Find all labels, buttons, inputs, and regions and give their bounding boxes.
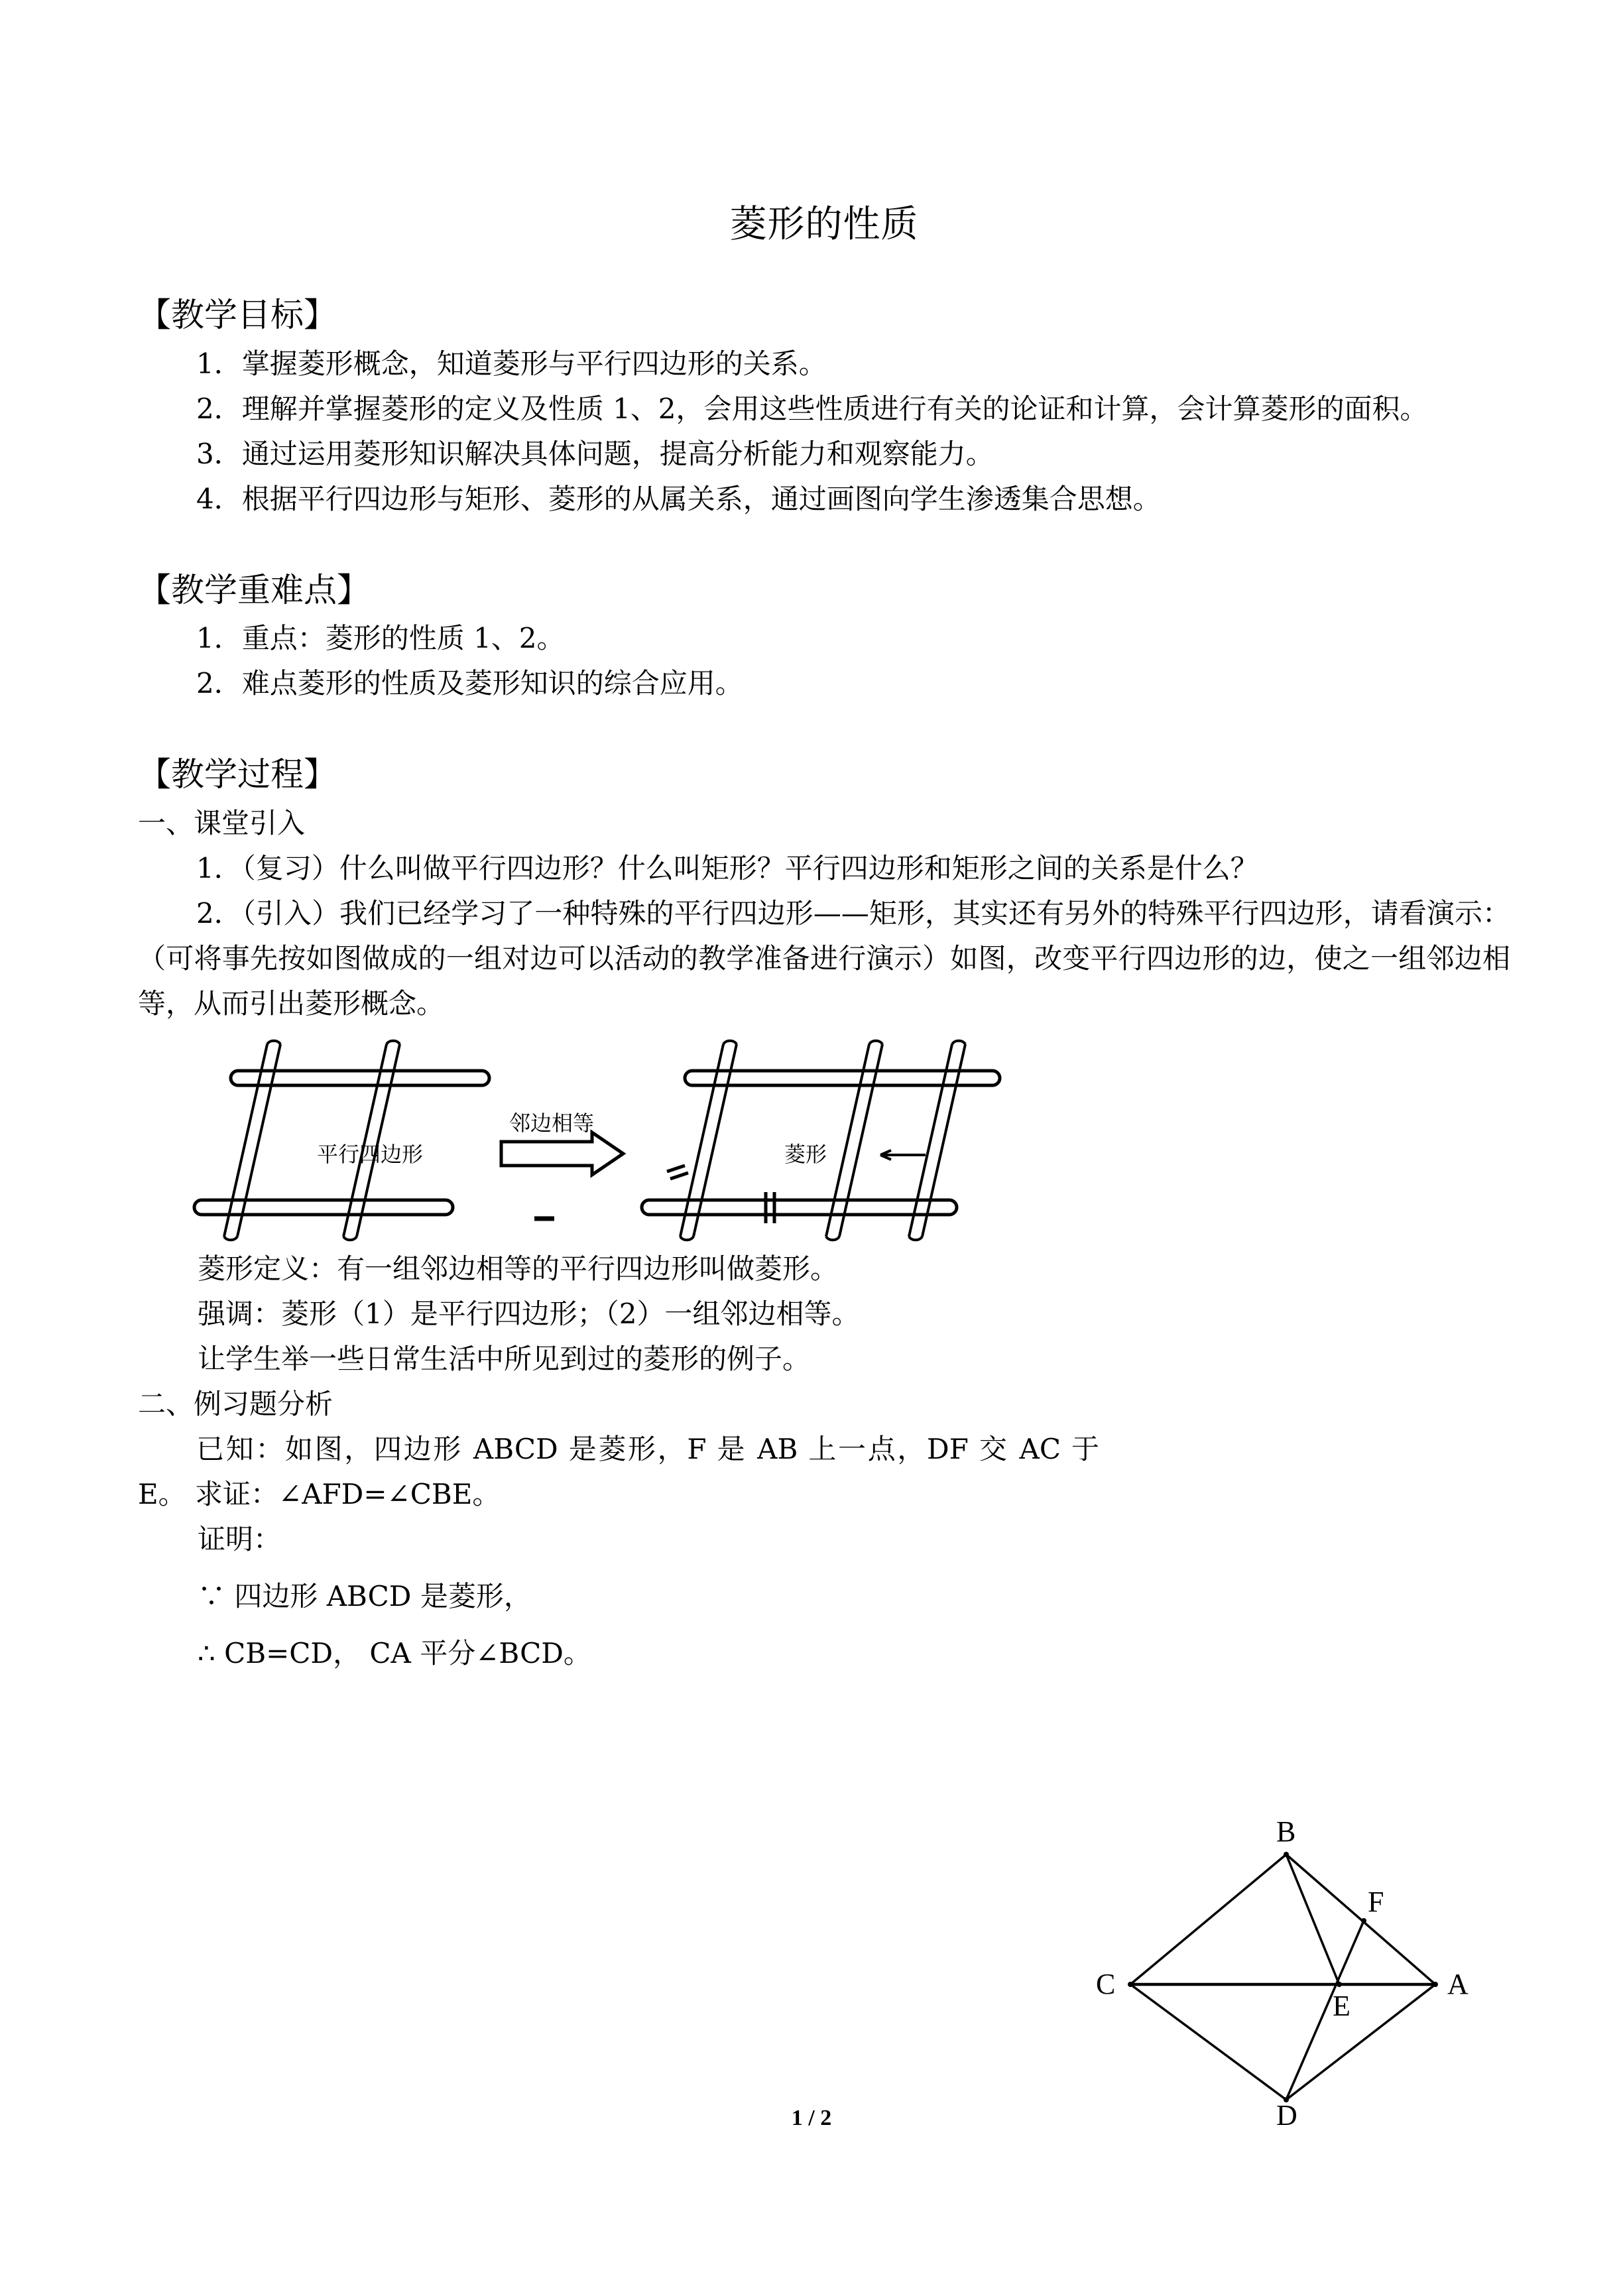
figure-motion-arrow [880,1150,926,1160]
vertex-label-F: F [1368,1886,1384,1918]
objective-item-1: 1．掌握菱形概念，知道菱形与平行四边形的关系。 [196,347,827,380]
process-item-1: 1．（复习）什么叫做平行四边形？什么叫矩形？平行四边形和矩形之间的关系是什么？ [196,851,1258,884]
vertex-dots [1128,1852,1438,2102]
figure-label-rhombus: 菱形 [784,1142,827,1168]
segment-BA [1286,1854,1435,1984]
tick-mark-base [766,1192,774,1223]
figure-label-parallelogram: 平行四边形 [317,1142,424,1168]
process-part2-heading: 二、例习题分析 [138,1388,333,1421]
figure-rhombus-abcd [1057,1813,1482,2132]
segment-CB [1130,1854,1286,1984]
proof-line-2: ∴ CB=CD， CA 平分∠BCD。 [198,1637,591,1670]
segment-AD [1286,1984,1435,2100]
tick-mark-side [667,1166,688,1179]
page-footer: 1 / 2 [791,2106,832,2130]
spacer [138,1562,1099,1574]
figure-parallelogram-to-rhombus-wrap [138,1041,1510,1240]
figure-parallelogram-to-rhombus [217,1041,1132,1240]
vertex-label-E: E [1333,1990,1351,2022]
bar-left-top [231,1071,489,1085]
process-item-2: 2．（引入）我们已经学习了一种特殊的平行四边形——矩形，其实还有另外的特殊平行四边形，请看演示：（可将事先按如图做成的一组对边可以活动的教学准备进行演示）如图，改变平行四边形的边，使之一组邻边相等，从而引出菱形概念。 [138,896,1510,1020]
document-body [138,0,1510,1676]
vertex-label-D: D [1276,2099,1297,2132]
page-title: 菱形的性质 [729,203,919,246]
figure-arrow-label: 邻边相等 [509,1111,595,1136]
proof-line-1: ∵ 四边形 ABCD 是菱形， [198,1580,532,1613]
keypoint-item-1: 1．重点：菱形的性质 1、2。 [196,622,565,655]
segment-BE [1286,1854,1339,1984]
section-heading-process: 【教学过程】 [138,755,337,794]
vertex-label-C: C [1096,1968,1116,2000]
rhombus-emphasis: 强调：菱形（1）是平行四边形；（2）一组邻边相等。 [198,1298,860,1331]
rhombus-examples-prompt: 让学生举一些日常生活中所见到过的菱形的例子。 [198,1343,811,1376]
vertex-label-A: A [1447,1968,1469,2000]
vertex-label-B: B [1276,1815,1296,1848]
example-given: 已知：如图，四边形 ABCD 是菱形，F 是 AB 上一点，DF 交 AC 于 E。 求证：∠AFD=∠CBE。 [138,1433,1099,1511]
section-heading-keypoints: 【教学重难点】 [138,570,370,609]
spacer [138,1619,1099,1631]
proof-heading: 证明： [198,1523,282,1556]
process-part1-heading: 一、课堂引入 [138,806,306,839]
objective-item-3: 3．通过运用菱形知识解决具体问题，提高分析能力和观察能力。 [196,437,994,470]
keypoint-item-2: 2．难点菱形的性质及菱形知识的综合应用。 [196,667,743,700]
objective-item-4: 4．根据平行四边形与矩形、菱形的从属关系，通过画图向学生渗透集合思想。 [196,482,1161,515]
bar-right-top [685,1071,1000,1085]
segment-DC [1130,1984,1286,2100]
section-heading-objectives: 【教学目标】 [138,296,337,335]
objective-item-2: 2．理解并掌握菱形的定义及性质 1、2，会用这些性质进行有关的论证和计算，会计算菱形的面积。 [196,392,1428,425]
rhombus-definition: 菱形定义：有一组邻边相等的平行四边形叫做菱形。 [198,1252,839,1286]
figure-transform-arrow [501,1132,623,1175]
